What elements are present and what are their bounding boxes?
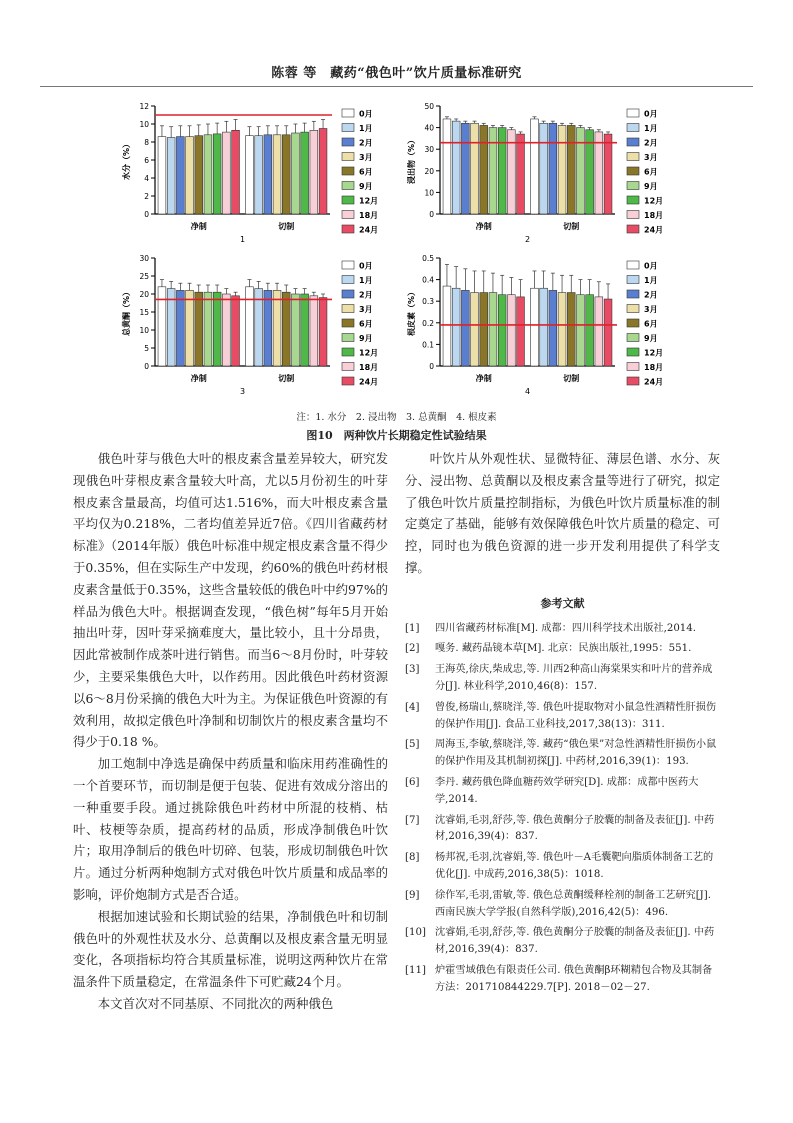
bar: [443, 286, 451, 366]
legend-label: 12月: [644, 196, 664, 206]
panel-number: 3: [239, 387, 246, 396]
bar: [310, 296, 318, 366]
bar: [213, 292, 221, 366]
bar: [204, 292, 212, 366]
y-tick-label: 30: [424, 145, 434, 155]
reference-number: [11]: [405, 964, 426, 976]
bar: [255, 136, 263, 214]
legend-swatch: [342, 276, 354, 284]
legend-label: 2月: [644, 290, 658, 300]
bar: [471, 293, 479, 366]
legend-label: 3月: [644, 305, 658, 314]
legend-label: 18月: [359, 211, 379, 220]
reference-text: 四川省藏药材标准[M]. 成都：四川科学技术出版社,2014.: [435, 622, 697, 634]
references-title: 参考文献: [540, 596, 585, 610]
reference-item: [405, 662, 720, 696]
chart-svg: [395, 96, 675, 246]
legend-swatch: [627, 363, 639, 371]
bar: [540, 288, 548, 366]
legend-swatch: [342, 319, 354, 327]
legend-label: 2月: [644, 138, 658, 148]
bar: [480, 125, 488, 214]
bar: [604, 299, 612, 366]
reference-number: [9]: [405, 889, 420, 901]
reference-item: [405, 925, 720, 959]
right-column: [405, 448, 720, 1001]
bar: [586, 295, 594, 366]
reference-item: [405, 700, 720, 734]
legend-swatch: [627, 290, 639, 298]
bar: [273, 290, 281, 366]
y-tick-label: 0: [144, 210, 149, 219]
bar: [461, 290, 469, 366]
y-tick-label: 10: [424, 188, 434, 198]
legend-label: 0月: [644, 261, 658, 271]
running-header: 陈蓉 等 藏药“俄色叶”饮片质量标准研究: [271, 66, 522, 81]
legend-swatch: [627, 109, 639, 117]
y-axis-label: 根皮素（%）: [407, 287, 416, 337]
bar: [319, 129, 327, 215]
legend-swatch: [342, 182, 354, 190]
chart-moisture: [110, 96, 390, 246]
reference-text: 周海玉,李敏,蔡晓洋,等. 藏药“俄色果”对急性酒精性肝损伤小鼠的保护作用及其机制初探[J]. 中药材,2016,39(1)：193.: [435, 739, 717, 768]
legend-swatch: [627, 124, 639, 132]
paragraph: 加工炮制中净选是确保中药质量和临床用药准确性的一个首要环节，而切制是便于包装、促进有效成分溶出的一种重要手段。通过挑除俄色叶药材中所混的枝梢、枯叶、枝梗等杂质，提高药材的品质，形成净制俄色叶饮片；取用净制后的俄色叶切碎、包装，形成切制俄色叶饮片。通过分析两种炮制方式对俄色叶饮片质量和成品率的影响，评价炮制方式是否合适。: [73, 756, 388, 902]
bar: [301, 132, 309, 214]
bar: [480, 293, 488, 366]
legend-swatch: [342, 153, 354, 161]
y-tick-label: 0: [429, 210, 434, 219]
reference-list: [405, 621, 720, 997]
reference-item: [405, 737, 720, 771]
legend-label: 9月: [644, 182, 658, 191]
reference-text: 王海英,徐庆,柴成忠,等. 川西2种高山海棠果实和叶片的营养成分[J]. 林业科学,2010,46(8)：157.: [435, 664, 713, 692]
reference-item: [405, 813, 720, 847]
legend-swatch: [342, 290, 354, 298]
legend-label: 1月: [359, 124, 373, 133]
bar: [301, 294, 309, 366]
y-tick-label: 0.3: [422, 297, 434, 307]
chart-svg: [395, 248, 675, 398]
y-tick-label: 0.4: [422, 275, 434, 285]
legend-label: 6月: [644, 167, 658, 177]
y-axis-label: 水分（%）: [122, 139, 131, 181]
y-axis-label: 总黄酮（%）: [122, 287, 131, 337]
legend-swatch: [627, 138, 639, 146]
bar: [213, 134, 221, 214]
legend-label: 18月: [644, 363, 664, 372]
paragraph: 根据加速试验和长期试验的结果，净制俄色叶和切制俄色叶的外观性状及水分、总黄酮以及根皮素含量无明显变化，各项指标均符合其质量标准，说明这两种饮片在常温条件下质量稳定，在常温条件下可贮藏24个月。: [73, 908, 388, 990]
bar: [595, 297, 603, 366]
legend-swatch: [342, 138, 354, 146]
bar: [176, 290, 184, 366]
y-tick-label: 5: [144, 344, 149, 353]
legend-label: 6月: [644, 319, 658, 329]
reference-number: [3]: [405, 664, 420, 676]
chart-svg: [110, 96, 390, 246]
y-tick-label: 0.5: [422, 254, 434, 263]
bar: [604, 134, 612, 214]
legend-swatch: [627, 334, 639, 342]
bar: [222, 132, 230, 214]
bar: [577, 128, 585, 214]
legend-swatch: [627, 211, 639, 219]
legend-label: 3月: [644, 153, 658, 162]
bar: [549, 123, 557, 214]
bar: [549, 290, 557, 366]
legend-label: 12月: [644, 348, 664, 358]
bar: [471, 123, 479, 214]
reference-number: [7]: [405, 814, 420, 826]
reference-item: [405, 621, 720, 638]
reference-item: [405, 850, 720, 884]
y-tick-label: 0.1: [422, 340, 434, 350]
panel-number: 2: [524, 235, 531, 244]
bar: [595, 132, 603, 214]
bar: [507, 295, 515, 366]
legend-swatch: [627, 261, 639, 269]
bar: [452, 288, 460, 366]
legend-label: 12月: [359, 196, 379, 206]
y-tick-label: 40: [424, 123, 434, 133]
bar: [195, 136, 203, 214]
reference-text: 嘎务. 藏药晶镜本草[M]. 北京：民族出版社,1995：551.: [435, 643, 692, 655]
header-rule: [40, 86, 753, 87]
figure-note: 注：1. 水分 2. 浸出物 3. 总黄酮 4. 根皮素: [296, 412, 497, 423]
reference-number: [5]: [405, 739, 420, 751]
legend-swatch: [342, 363, 354, 371]
y-tick-label: 6: [144, 156, 149, 165]
y-tick-label: 2: [144, 192, 149, 201]
bar: [517, 134, 525, 214]
reference-text: 徐作军,毛羽,雷敏,等. 俄色总黄酮缓释栓剂的制备工艺研究[J]. 西南民族大学学报(自然科学版),2016,42(5)：496.: [435, 889, 711, 918]
y-tick-label: 30: [139, 254, 149, 263]
category-label: 净制: [190, 222, 207, 231]
bar: [489, 128, 497, 214]
reference-item: [405, 888, 720, 922]
chart-svg: [110, 248, 390, 398]
bar: [232, 296, 240, 366]
bar: [531, 288, 539, 366]
legend-label: 18月: [644, 211, 664, 220]
bar: [167, 289, 175, 366]
reference-number: [4]: [405, 701, 420, 713]
legend-label: 24月: [359, 225, 379, 235]
bar: [264, 135, 272, 214]
bar: [282, 135, 290, 214]
legend-label: 9月: [359, 182, 373, 191]
bar: [167, 138, 175, 215]
legend-swatch: [627, 196, 639, 204]
bar: [558, 125, 566, 214]
legend-label: 1月: [359, 276, 373, 285]
y-tick-label: 10: [139, 326, 149, 335]
legend-label: 6月: [359, 319, 373, 329]
figure-caption: 图10 两种饮片长期稳定性试验结果: [306, 429, 487, 442]
bar: [461, 123, 469, 214]
bar: [264, 290, 272, 366]
category-label: 净制: [475, 374, 492, 383]
panel-number: 4: [524, 387, 531, 396]
legend-swatch: [627, 225, 639, 233]
reference-number: [1]: [405, 622, 420, 634]
legend-label: 0月: [644, 109, 658, 119]
legend-swatch: [342, 334, 354, 342]
bar: [292, 294, 300, 366]
legend-label: 2月: [359, 290, 373, 300]
paragraph: 本文首次对不同基原、不同批次的两种俄色: [97, 995, 334, 1011]
bar: [158, 137, 166, 214]
reference-text: 炉霍雪域俄色有限责任公司. 俄色黄酮β环糊精包合物及其制备方法：201710844229.7[P]. 2018－02－27.: [435, 964, 713, 993]
legend-swatch: [627, 167, 639, 175]
bar: [567, 293, 575, 366]
legend-label: 9月: [359, 334, 373, 343]
y-tick-label: 50: [424, 102, 434, 111]
legend-label: 12月: [359, 348, 379, 358]
bar: [452, 121, 460, 214]
legend-swatch: [342, 225, 354, 233]
bar: [540, 123, 548, 214]
legend-label: 24月: [359, 377, 379, 387]
legend-swatch: [342, 377, 354, 385]
reference-item: [405, 963, 720, 997]
bar: [186, 290, 194, 366]
reference-number: [6]: [405, 776, 420, 788]
legend-swatch: [627, 348, 639, 356]
legend-label: 1月: [644, 124, 658, 133]
reference-text: 曾俊,杨瑞山,蔡晓洋,等. 俄色叶提取物对小鼠急性酒精性肝损伤的保护作用[J]. 食品工业科技,2017,38(13)：311.: [435, 701, 717, 730]
bar: [232, 130, 240, 214]
bar: [443, 119, 451, 214]
legend-swatch: [342, 196, 354, 204]
y-tick-label: 0.2: [422, 318, 434, 328]
y-tick-label: 10: [139, 120, 149, 129]
bar: [195, 292, 203, 366]
reference-text: 沈睿娟,毛羽,舒莎,等. 俄色黄酮分子胶囊的制备及表征[J]. 中药材,2016,39(4)：837.: [435, 814, 715, 843]
bar: [273, 135, 281, 214]
y-tick-label: 20: [139, 290, 149, 299]
y-tick-label: 0: [144, 362, 149, 371]
bar: [204, 135, 212, 214]
bar: [558, 293, 566, 366]
legend-label: 18月: [359, 363, 379, 372]
bar: [489, 293, 497, 366]
category-label: 净制: [190, 374, 207, 383]
paragraph: 叶饮片从外观性状、显微特征、薄层色谱、水分、灰分、浸出物、总黄酮以及根皮素含量等进行了研究，拟定了俄色叶饮片质量控制指标，为俄色叶饮片质量标准的制定奠定了基础，能够有效保障俄色叶饮片质量的稳定、可控，同时也为俄色资源的进一步开发利用提供了科学支撑。: [405, 451, 720, 575]
bar: [255, 289, 263, 366]
legend-label: 24月: [644, 377, 664, 387]
category-label: 切制: [563, 222, 580, 231]
bar: [567, 125, 575, 214]
y-axis-label: 浸出物（%）: [407, 135, 416, 185]
legend-swatch: [342, 348, 354, 356]
bar: [246, 136, 254, 214]
legend-label: 0月: [359, 109, 373, 119]
legend-label: 0月: [359, 261, 373, 271]
panel-number: 1: [239, 235, 246, 244]
y-tick-label: 8: [144, 138, 149, 147]
legend-label: 2月: [359, 138, 373, 148]
reference-text: 杨邦祝,毛羽,沈睿娟,等. 俄色叶－A毛囊靶向脂质体制备工艺的优化[J]. 中成药,2016,38(5)：1018.: [435, 852, 714, 880]
y-tick-label: 4: [144, 174, 149, 183]
legend-swatch: [342, 109, 354, 117]
y-tick-label: 20: [424, 166, 434, 176]
legend-label: 24月: [644, 225, 664, 235]
paragraph: 俄色叶芽与俄色大叶的根皮素含量差异较大，研究发现俄色叶芽根皮素含量较大叶高，尤以5月份初生的叶芽根皮素含量最高，均值可达1.516%，而大叶根皮素含量平均仅为0.218%，二者均值差异近7倍。《四川省藏药材标准》（2014年版）俄色叶标准中规定根皮素含量不得少于0.35%，但在实际生产中发现，约60%的俄色叶药材根皮素含量低于0.35%，这些含量较低的俄色叶中约97%的样品为俄色大叶。根据调查发现，“俄色树”每年5月开始抽出叶芽，因叶芽采摘难度大，量比较小，且十分昂贵，因此常被制作成茶叶进行销售。而当6～8月份时，叶芽较少，主要采集俄色大叶，以作药用。因此俄色叶药材资源以6～8月份采摘的俄色大叶为主。为保证俄色叶资源的有效利用，故拟定俄色叶净制和切制饮片的根皮素含量均不得少于0.18 %。: [73, 451, 388, 750]
bar: [498, 128, 506, 214]
legend-swatch: [627, 377, 639, 385]
bar: [310, 130, 318, 214]
category-label: 切制: [563, 374, 580, 383]
reference-item: [405, 641, 720, 658]
legend-swatch: [342, 211, 354, 219]
legend-label: 6月: [359, 167, 373, 177]
chart-phloretin: [395, 248, 675, 398]
bar: [577, 295, 585, 366]
bar: [222, 294, 230, 366]
legend-swatch: [627, 182, 639, 190]
reference-item: [405, 775, 720, 809]
legend-label: 9月: [644, 334, 658, 343]
legend-swatch: [342, 305, 354, 313]
reference-number: [8]: [405, 852, 420, 864]
reference-text: 李丹. 藏药俄色降血糖药效学研究[D]. 成都：成都中医药大学,2014.: [435, 776, 699, 805]
legend-swatch: [342, 261, 354, 269]
chart-extract: [395, 96, 675, 246]
bar: [282, 292, 290, 366]
bar: [186, 137, 194, 214]
left-column: [73, 448, 388, 1015]
legend-swatch: [627, 276, 639, 284]
legend-swatch: [627, 305, 639, 313]
category-label: 切制: [278, 374, 295, 383]
legend-swatch: [627, 153, 639, 161]
bar: [176, 137, 184, 214]
reference-number: [10]: [405, 927, 426, 939]
y-tick-label: 12: [139, 102, 149, 111]
y-tick-label: 15: [139, 308, 149, 317]
y-tick-label: 25: [139, 272, 149, 281]
legend-swatch: [627, 319, 639, 327]
legend-label: 1月: [644, 276, 658, 285]
legend-swatch: [342, 124, 354, 132]
bar: [319, 298, 327, 366]
bar: [517, 297, 525, 366]
legend-swatch: [342, 167, 354, 175]
y-tick-label: 0: [429, 362, 434, 371]
legend-label: 3月: [359, 305, 373, 314]
reference-text: 沈睿娟,毛羽,舒莎,等. 俄色黄酮分子胶囊的制备及表征[J]. 中药材,2016,39(4)：837.: [435, 927, 715, 956]
legend-label: 3月: [359, 153, 373, 162]
reference-number: [2]: [405, 643, 420, 655]
bar: [292, 133, 300, 214]
chart-total-flavonoids: [110, 248, 390, 398]
category-label: 切制: [278, 222, 295, 231]
category-label: 净制: [475, 222, 492, 231]
bar: [498, 295, 506, 366]
bar: [531, 119, 539, 214]
